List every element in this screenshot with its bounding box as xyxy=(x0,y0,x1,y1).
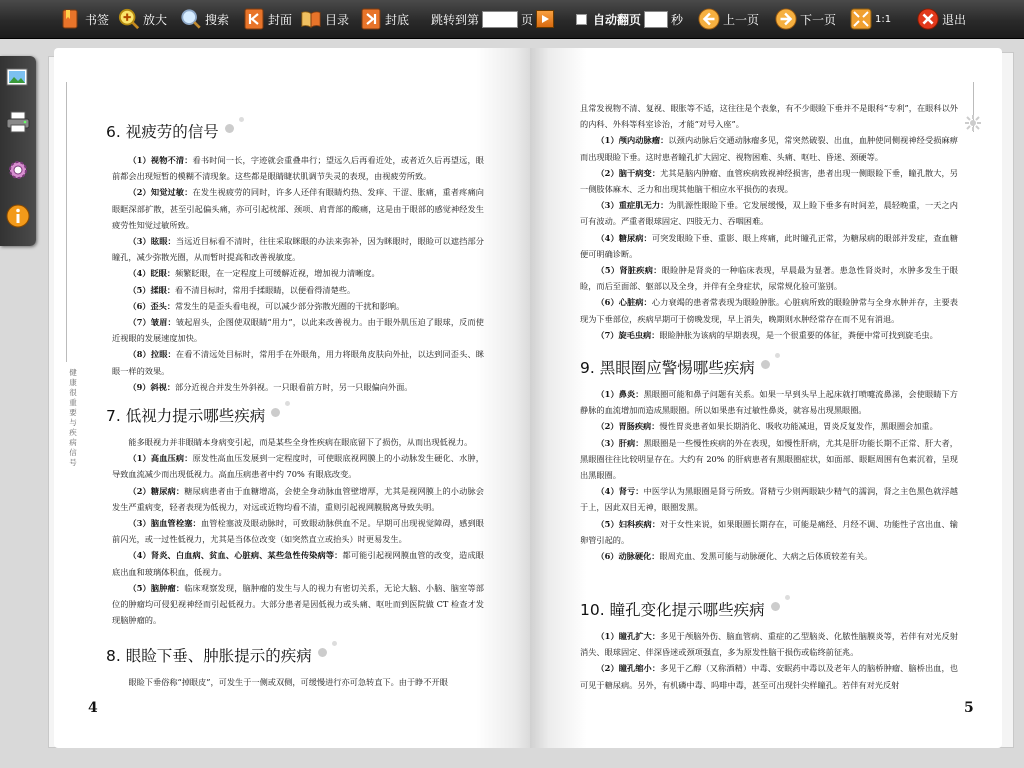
picture-icon xyxy=(5,67,31,89)
list-item-text: 多见于颅脑外伤、脑血管病、重症的乙型脑炎、化脓性脑膜炎等，若伴有对光反射消失、眼球固定、伴深昏迷或颈项强直，多为原发性脑干损伤或临终前征兆。 xyxy=(580,631,958,658)
list-item-lead: （3）重症肌无力： xyxy=(596,200,669,211)
list-item-text: 临床观察发现，脑肿瘤的发生与人的视力有密切关系，无论大脑、小脑、脑室等部位的肿瘤均可侵犯视神经而引起低视力。大部分患者是因低视力或头痛、呕吐而到医院做 CT 检查才发现脑肿瘤的。 xyxy=(112,582,484,626)
list-item-text: 黑眼圈可能和鼻子问题有关系。如果一早到头早上起床就打喷嚏流鼻涕，会使眼睛下方静脉的血流增加而造成黑眼圈。所以如果患有过敏性鼻炎，就容易出现黑眼圈。 xyxy=(580,389,958,416)
section-heading-9: 9. 黑眼圈应警惕哪些疾病 xyxy=(580,356,770,378)
bookmark-icon xyxy=(60,8,82,30)
list-item-text: 常发生的是歪头看电视，可以减少部分弥散光圈的干扰和影响。 xyxy=(175,300,405,311)
list-item-lead: （2）瞳孔缩小： xyxy=(596,663,661,674)
search-icon xyxy=(180,8,202,30)
list-item xyxy=(580,294,958,326)
first-page-icon xyxy=(243,8,265,30)
gear-icon xyxy=(5,157,31,183)
bubble-decoration xyxy=(271,408,280,417)
list-item xyxy=(112,379,484,395)
list-item xyxy=(580,327,958,343)
list-item-text: 看不清目标时，常用手揉眼睛，以便看得清楚些。 xyxy=(175,284,356,295)
list-item-text: 为肌源性眼睑下垂。它发展缓慢，双上睑下垂多有时间差，晨轻晚重，一天之内可有波动。严重者眼球固定、四肢无力、吞咽困难。 xyxy=(580,200,958,227)
auto-flip: 自动翻页 秒 xyxy=(576,5,683,33)
settings-button[interactable] xyxy=(4,156,32,184)
list-item xyxy=(580,132,958,164)
list-item-lead: （4）肾亏： xyxy=(596,486,644,497)
list-item xyxy=(112,152,484,184)
list-item-lead: （9）斜视： xyxy=(128,381,176,392)
zoom-in-icon xyxy=(118,8,140,30)
list-item-lead: （1）鼻炎： xyxy=(596,389,644,399)
list-item-text: 血管栓塞波及眼动脉时，可致眼动脉供血不足。早期可出现视觉障碍，感到眼前闪光，或一过性低视力，尤其是当体位改变（如突然直立或抬头）时更易发生。 xyxy=(112,518,484,545)
running-side-title: 健康很重要与疾病信号 xyxy=(69,368,77,467)
zoom-in-button[interactable]: 放大 xyxy=(118,5,167,33)
list-item xyxy=(580,165,958,197)
list-item-lead: （5）肾脏疾病： xyxy=(596,265,662,276)
print-button[interactable] xyxy=(4,108,32,136)
exit-button[interactable]: 退出 xyxy=(917,5,966,33)
auto-flip-seconds-input[interactable] xyxy=(644,11,668,28)
section-body-6 xyxy=(112,152,484,395)
close-icon xyxy=(917,8,939,30)
list-item-text: 在发生视疲劳的同时，许多人还伴有眼睛灼热、发痒、干涩、胀痛，重者疼痛向眼眶深部扩散，甚至引起偏头痛，亦可引起枕部、颈项、肩背部的酸痛，这是由于眼部的感觉神经发生疲劳性知觉过敏所致。 xyxy=(112,187,484,230)
paragraph: 且常发视物不清、复视、眼胀等不适，这往往是个表象，有不少眼睑下垂并不是眼科“专利”，在眼科以外的内科、外科等科室诊治，才能“对号入座”。 xyxy=(580,103,958,130)
page-jump-input[interactable] xyxy=(482,11,518,28)
section-body-8-cont xyxy=(580,100,958,343)
next-page-button[interactable]: 下一页 xyxy=(775,5,836,33)
section-heading-10: 10. 瞳孔变化提示哪些疾病 xyxy=(580,598,780,620)
list-item xyxy=(580,435,958,484)
page-number-right: 5 xyxy=(964,700,974,716)
list-item-lead: （2）胃肠疾病： xyxy=(596,421,660,432)
toc-button[interactable]: 目录 xyxy=(300,5,349,33)
list-item-lead: （4）眨眼： xyxy=(128,268,176,279)
list-item xyxy=(112,483,484,515)
list-item-lead: （2）知觉过敏： xyxy=(128,187,193,198)
list-item-lead: （1）瞳孔扩大： xyxy=(596,631,661,641)
list-item-lead: （1）高血压病： xyxy=(128,453,193,464)
list-item-text: 眼睑肿胀为该病的早期表现，是一个很重要的体征，粪便中常可找到旋毛虫。 xyxy=(659,329,938,340)
list-item xyxy=(112,298,484,314)
list-item-text: 当远近目标看不清时，往往采取眯眼的办法来弥补，因为眯眼时，眼睑可以遮挡部分瞳孔，减少弥散光圈，从而暂时提高和改善视敏度。 xyxy=(112,236,484,263)
section-heading-8: 8. 眼睑下垂、肿胀提示的疾病 xyxy=(106,644,327,666)
list-item xyxy=(580,548,958,564)
list-item-text: 部分近视合并发生外斜视。一只眼看前方时，另一只眼偏向外面。 xyxy=(175,381,413,392)
book-icon xyxy=(300,8,322,30)
reader-toolbar xyxy=(0,0,1024,39)
list-item-text: 原发性高血压发展到一定程度时，可使眼底视网膜上的小动脉发生硬化、水肿，导致血流减少而出现低视力。高血压病患者中约 70% 有眼底改变。 xyxy=(112,453,484,480)
list-item-lead: （7）旋毛虫病： xyxy=(596,329,660,340)
page-jump: 跳转到第 页 xyxy=(428,5,554,33)
list-item-text: 心力衰竭的患者常表现为眼睑肿胀。心脏病所致的眼睑肿常与全身水肿并存，主要表现为下垂部位，疾病早期可于傍晚发现，早上消失，晚期则水肿经常存在而不见有消退。 xyxy=(580,297,958,324)
arrow-right-icon xyxy=(775,8,797,30)
margin-rule xyxy=(66,82,67,362)
list-item xyxy=(112,314,484,346)
last-page-icon xyxy=(360,8,382,30)
bubble-decoration xyxy=(761,360,770,369)
list-item-lead: （6）心脏病： xyxy=(596,297,652,308)
search-button[interactable]: 搜索 xyxy=(180,5,229,33)
open-book xyxy=(48,48,1024,750)
section-body-7 xyxy=(112,434,484,628)
printer-icon xyxy=(5,110,31,134)
cover-button[interactable]: 封面 xyxy=(243,5,292,33)
section-body-8-intro: 眼睑下垂俗称“掉眼皮”，可发生于一侧或双侧，可缓慢进行亦可急转直下。由于睁不开眼 xyxy=(128,677,448,687)
list-item-text: 眼周充血、发黑可能与动脉硬化、大病之后体质较差有关。 xyxy=(659,551,873,562)
auto-flip-checkbox[interactable] xyxy=(576,14,587,25)
list-item-lead: （7）皱眉： xyxy=(128,317,176,328)
play-icon xyxy=(540,14,550,24)
list-item-text: 尤其是脑内肿瘤、血管疾病致视神经损害，患者出现一侧眼睑下垂，瞳孔散大，另一侧肢体麻木、乏力和出现其他脑干相应水平损伤的表现。 xyxy=(580,167,958,195)
page-number-left: 4 xyxy=(88,700,98,716)
thumbnails-button[interactable] xyxy=(4,64,32,92)
list-item-text: 看书时间一长，字迹就会重叠串行；望远久后再看近处，或者近久后再望远，眼前都会出现短暂的模糊不清现象。这些都是眼睛睫状肌调节失灵的表现，由视疲劳所致。 xyxy=(112,155,484,182)
list-item xyxy=(580,628,958,660)
list-item-text: 以颈内动脉后交通动脉瘤多见，常突然破裂、出血，血肿使同侧视神经受损麻痹而出现眼睑下垂。这时患者瞳孔扩大固定、视物困难、头痛、呕吐、昏迷、颈硬等。 xyxy=(580,135,958,162)
arrow-left-icon xyxy=(698,8,720,30)
section-body-10 xyxy=(580,628,958,693)
list-item xyxy=(580,262,958,294)
paragraph: 能多眼视力并非眼睛本身病变引起，而是某些全身性疾病在眼底留下了损伤，从而出现低视力。 xyxy=(128,437,473,447)
back-cover-button[interactable]: 封底 xyxy=(360,5,409,33)
bookmark-button[interactable]: 书签 xyxy=(60,5,109,33)
list-item xyxy=(112,580,484,629)
fit-size-icon xyxy=(850,8,872,30)
list-item-text: 可突发眼睑下垂、重影、眼上疼痛，此时瞳孔正常，为糖尿病的眼部并发症，查血糖便可明确诊断。 xyxy=(580,232,958,259)
section-heading-6: 6. 视疲劳的信号 xyxy=(106,120,234,142)
list-item xyxy=(112,346,484,378)
list-item-text: 都可能引起视网膜血管的改变，造成眼底出血和玻璃体积血，低视力。 xyxy=(112,550,484,577)
section-heading-7: 7. 低视力提示哪些疾病 xyxy=(106,404,280,426)
list-item-text: 对于女性来说，如果眼圈长期存在，可能是痛经、月经不调、功能性子宫出血、输卵管引起的。 xyxy=(580,518,958,545)
left-page[interactable] xyxy=(54,48,534,748)
section-body-9 xyxy=(580,386,958,564)
list-item xyxy=(112,515,484,547)
bubble-decoration xyxy=(771,602,780,611)
list-item-text: 在看不清远处目标时，常用手在外眼角，用力将眼角皮肤向外扯，以达到同歪头、眯眼一样的效果。 xyxy=(112,349,484,376)
go-button[interactable] xyxy=(536,10,554,28)
list-item xyxy=(580,483,958,515)
list-item-lead: （1）颅内动脉瘤： xyxy=(596,135,669,146)
list-item xyxy=(112,233,484,265)
right-page[interactable] xyxy=(530,48,1002,748)
bubble-decoration xyxy=(225,124,234,133)
list-item-text: 慢性胃炎患者如果长期消化、吸收功能减退，胃炎反复发作，黑眼圈会加重。 xyxy=(659,421,938,432)
list-item xyxy=(580,197,958,229)
list-item xyxy=(580,418,958,434)
list-item-lead: （5）妇科疾病： xyxy=(596,518,661,529)
list-item-lead: （2）糖尿病： xyxy=(128,485,185,496)
list-item-lead: （4）肾炎、白血病、贫血、心脏病、某些急性传染病等： xyxy=(128,550,343,561)
list-item xyxy=(112,184,484,233)
list-item-lead: （5）揉眼： xyxy=(128,284,176,295)
list-item xyxy=(112,265,484,281)
list-item xyxy=(112,450,484,482)
prev-page-button[interactable]: 上一页 xyxy=(698,5,759,33)
list-item-lead: （6）歪头： xyxy=(128,300,176,311)
list-item-lead: （2）脑干病变： xyxy=(596,167,661,178)
list-item-lead: （6）动脉硬化： xyxy=(596,551,660,562)
side-tool-panel xyxy=(0,56,36,246)
list-item-text: 糖尿病患者由于血糖增高，会使全身动脉血管壁增厚，尤其是视网膜上的小动脉会发生严重病变，轻者表现为低视力，对远或近物均看不清，重则引起视网膜脱离导致失明。 xyxy=(112,485,484,512)
flower-decoration-icon xyxy=(964,114,982,132)
list-item-lead: （3）眩眼： xyxy=(128,236,176,247)
list-item-lead: （5）脑肿瘤： xyxy=(128,582,185,593)
list-item xyxy=(580,516,958,548)
list-item-text: 皱起眉头，企图使双眼睛“用力”，以此来改善视力。由于眼外肌压迫了眼球，反而使近视眼的发展速度加快。 xyxy=(112,317,484,344)
list-item xyxy=(580,230,958,262)
list-item-lead: （4）糖尿病： xyxy=(596,232,652,243)
info-button[interactable] xyxy=(4,202,32,230)
actual-size-button[interactable]: 1:1 xyxy=(850,5,891,33)
list-item xyxy=(580,660,958,692)
bubble-decoration xyxy=(318,648,327,657)
list-item xyxy=(580,386,958,418)
list-item-text: 中医学认为黑眼圈是肾亏所致。肾精亏少则两眼缺少精气的濡润，肾之主色黑色就浮越于上，因此双目无神，眼圈发黑。 xyxy=(580,486,958,513)
list-item xyxy=(112,282,484,298)
list-item-text: 黑眼圈是一些慢性疾病的外在表现，如慢性肝病，尤其是肝功能长期不正常、肝大者，黑眼圈往往比较明显存在。大约有 20% 的肝病患者有黑眼圈症状，如面部、眼眶周围有色素沉着，呈现出黑眼圈。 xyxy=(580,437,958,481)
list-item-text: 频繁眨眼，在一定程度上可缓解近视，增加视力清晰度。 xyxy=(175,268,380,279)
list-item-text: 眼睑肿是肾炎的一种临床表现，早晨最为显著。患急性肾炎时，水肿多发生于眼睑，而后至面部、躯部以及全身，并伴有全身症状，尿常规化验可鉴别。 xyxy=(580,265,958,292)
list-item-lead: （1）视物不清： xyxy=(128,155,193,165)
info-icon xyxy=(5,203,31,229)
list-item xyxy=(112,547,484,579)
list-item-lead: （3）脑血管栓塞： xyxy=(128,518,201,529)
list-item-lead: （3）肝病： xyxy=(596,437,644,448)
list-item-text: 多见于乙醇（又称酒精）中毒、安眠药中毒以及老年人的脑桥肿瘤、脑桥出血，也可见于糖尿病。另外，有机磷中毒、吗啡中毒，甚至可出现针尖样瞳孔。若伴有对光反射 xyxy=(580,663,958,690)
list-item-lead: （8）拉眼： xyxy=(128,349,176,360)
